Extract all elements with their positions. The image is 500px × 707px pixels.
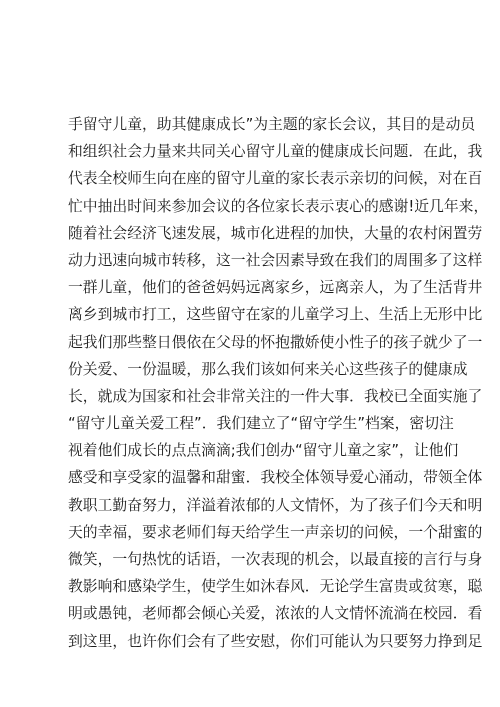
text-line-4: 忙中抽出时间来参加会议的各位家长表示衷心的感谢!近几年来， <box>68 197 489 215</box>
text-line-20: 到这里，也许你们会有了些安慰，你们可能认为只要努力挣到足 <box>68 632 483 650</box>
text-line-11: 长，就成为国家和社会非常关注的一件大事．我校已全面实施了 <box>68 387 483 405</box>
text-line-14: 感受和享受家的温馨和甜蜜．我校全体领导爱心涌动，带领全体 <box>68 469 483 487</box>
text-line-9: 起我们那些整日偎依在父母的怀抱撒娇使小性子的孩子就少了一 <box>68 333 483 351</box>
text-line-7: 一群儿童，他们的爸爸妈妈远离家乡，远离亲人，为了生活背井 <box>68 279 483 297</box>
text-line-10: 份关爱、一份温暖，那么我们该如何来关心这些孩子的健康成 <box>68 360 468 378</box>
text-line-3: 代表全校师生向在座的留守儿童的家长表示亲切的问候，对在百 <box>68 170 483 188</box>
body-text <box>68 111 489 655</box>
text-line-16: 天的幸福，要求老师们每天给学生一声亲切的问候，一个甜蜜的 <box>68 523 483 541</box>
text-line-2: 和组织社会力量来共同关心留守儿童的健康成长问题．在此，我 <box>68 143 483 161</box>
text-line-12: “留守儿童关爱工程”．我们建立了“留守学生”档案，密切注 <box>68 415 454 433</box>
text-line-18: 教影响和感染学生，使学生如沐春风．无论学生富贵或贫寒，聪 <box>68 578 483 596</box>
text-line-1: 手留守儿童，助其健康成长”为主题的家长会议，其目的是动员 <box>68 116 476 133</box>
text-line-5: 随着社会经济飞速发展，城市化进程的加快，大量的农村闲置劳 <box>68 224 483 242</box>
text-line-13: 视着他们成长的点点滴滴;我们创办“留守儿童之家”，让他们 <box>68 442 459 460</box>
text-line-8: 离乡到城市打工，这些留守在家的儿童学习上、生活上无形中比 <box>68 306 483 324</box>
text-line-6: 动力迅速向城市转移，这一社会因素导致在我们的周围多了这样 <box>68 251 483 269</box>
text-line-17: 微笑，一句热忱的话语，一次表现的机会，以最直接的言行与身 <box>68 551 483 568</box>
text-line-19: 明或愚钝，老师都会倾心关爱，浓浓的人文情怀流淌在校园．看 <box>68 605 483 623</box>
text-line-15: 教职工勤奋努力，洋溢着浓郁的人文情怀，为了孩子们今天和明 <box>68 496 483 514</box>
